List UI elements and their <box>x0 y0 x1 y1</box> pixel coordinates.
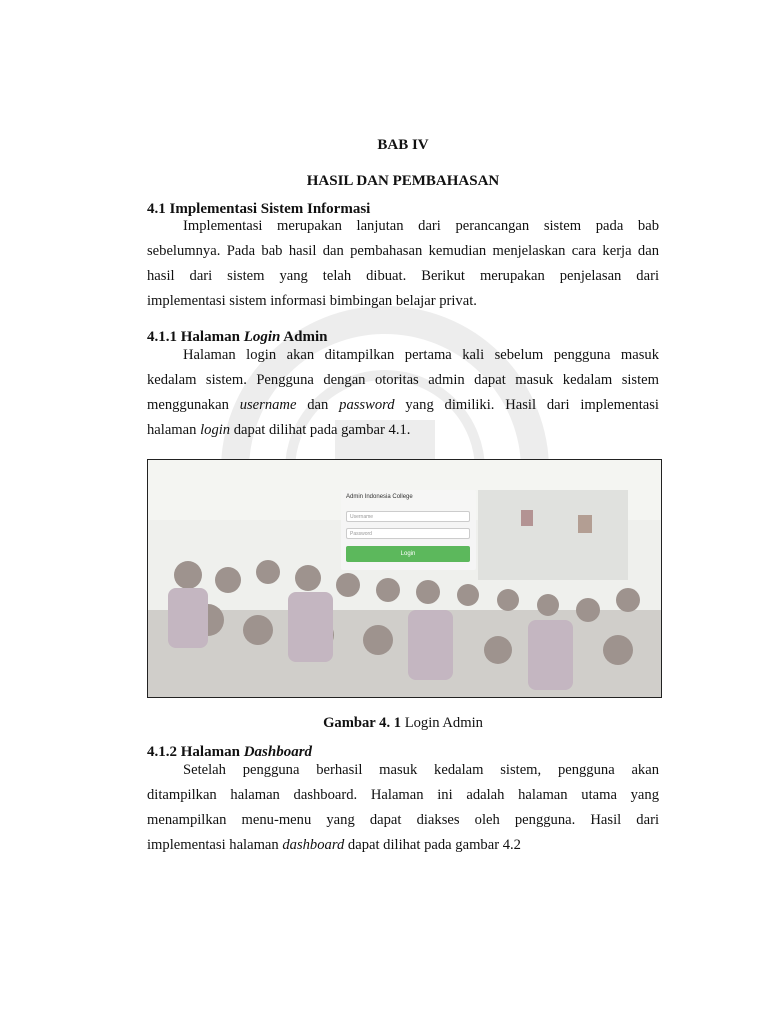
paragraph-line: kedalam sistem. Pengguna dengan otoritas admin dapat masuk kedalam sistem <box>147 372 659 388</box>
heading-text: 4.1.1 Halaman <box>147 329 244 345</box>
caption-text: Login Admin <box>401 715 483 731</box>
paragraph-line: implementasi sistem informasi bimbingan belajar privat. <box>147 293 477 309</box>
section-4-1-paragraph <box>147 214 659 314</box>
password-input[interactable]: Password <box>346 528 470 539</box>
paragraph-line: menggunakan username dan password yang dimiliki. Hasil dari implementasi <box>147 397 659 413</box>
section-4-1-1-paragraph <box>147 343 659 443</box>
paragraph-line: Implementasi merupakan lanjutan dari perancangan sistem pada bab <box>183 218 659 234</box>
paragraph-line: hasil dari sistem yang telah dibuat. Berikut merupakan penjelasan dari <box>147 268 659 284</box>
paragraph-line: Setelah pengguna berhasil masuk kedalam sistem, pengguna akan <box>183 762 659 778</box>
login-title: Admin Indonesia College <box>346 494 413 500</box>
heading-text: Admin <box>280 329 328 345</box>
paragraph-line: menampilkan menu-menu yang dapat diakses oleh pengguna. Hasil dari <box>147 812 659 828</box>
paragraph-line: ditampilkan halaman dashboard. Halaman ini adalah halaman utama yang <box>147 787 659 803</box>
heading-text: 4.1.2 Halaman <box>147 744 244 760</box>
figure-caption <box>147 715 659 732</box>
chapter-title: HASIL DAN PEMBAHASAN <box>306 173 500 189</box>
caption-label: Gambar 4. 1 <box>323 715 402 731</box>
paragraph-line: implementasi halaman dashboard dapat dilihat pada gambar 4.2 <box>147 837 521 853</box>
login-form <box>341 490 476 570</box>
heading-emphasis: Dashboard <box>243 744 313 760</box>
login-button[interactable]: Login <box>346 546 470 562</box>
login-admin-screenshot <box>147 459 662 698</box>
paragraph-line: Halaman login akan ditampilkan pertama kali sebelum pengguna masuk <box>183 347 659 363</box>
section-heading-4-1: 4.1 Implementasi Sistem Informasi <box>147 201 371 217</box>
paragraph-line: halaman login dapat dilihat pada gambar 4.1. <box>147 422 411 438</box>
heading-emphasis: Login <box>243 329 281 345</box>
username-input[interactable]: Username <box>346 511 470 522</box>
section-4-1-2-paragraph <box>147 758 659 858</box>
chapter-number: BAB IV <box>377 137 429 153</box>
paragraph-line: sebelumnya. Pada bab hasil dan pembahasan kemudian menjelaskan cara kerja dan <box>147 243 659 259</box>
